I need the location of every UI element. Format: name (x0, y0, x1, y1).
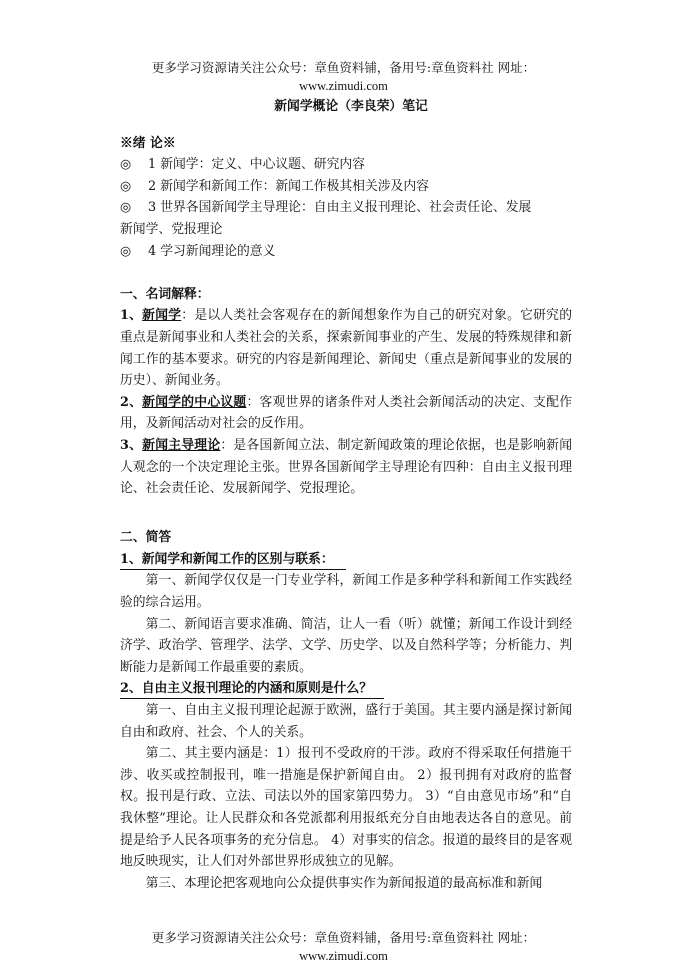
term-text: ：是各国新闻立法、制定新闻政策的理论依据，也是影响新闻人观念的一个决定理论主张。世界各国新闻学主导理论有四种：自由主义报刊理论、社会责任论、发展新闻学、党报理论。 (120, 437, 573, 497)
term-definition (120, 435, 572, 500)
answer-paragraph: 第一、新闻学仅仅是一门专业学科，新闻工作是多种学科和新闻工作实践经验的综合运用。 (120, 573, 572, 611)
footer-promo-text: 更多学习资源请关注公众号：章鱼资料铺，备用号:章鱼资料社 网址： (151, 930, 536, 945)
term-number: 2、 (120, 394, 143, 410)
question-title: 2、自由主义报刊理论的内涵和原则是什么？ (120, 679, 384, 699)
intro-heading: ※绪 论※ (120, 135, 176, 151)
question-title: 1、新闻学和新闻工作的区别与联系： (120, 550, 346, 570)
term-text: ：客观世界的诸条件对人类社会新闻活动的决定、支配作用，及新闻活动对社会的反作用。 (120, 394, 573, 432)
question-heading (120, 549, 572, 571)
bullet-icon: ◎ (120, 200, 132, 216)
question-heading (120, 678, 572, 700)
outline-item (120, 154, 572, 176)
answer-paragraph: 第二、新闻语言要求准确、简洁，让人一看（听）就懂；新闻工作设计到经济学、政治学、管理学、法学、文学、历史学、以及自然科学等；分析能力、判断能力是新闻工作最重要的素质。 (120, 616, 572, 675)
document-title: 新闻学概论（李良荣）笔记 (274, 99, 428, 114)
answer-paragraph: 第一、自由主义报刊理论起源于欧洲，盛行于美国。其主要内涵是探讨新闻自由和政府、社会、个人的关系。 (120, 703, 572, 740)
answer-paragraph: 第二、其主要内涵是：1）报刊不受政府的干涉。政府不得采取任何措施干涉、收买或控制报刊，唯一措施是保护新闻自由。 2）报刊拥有对政府的监督权。报刊是行政、立法、司法以外的国家第四势力。 3）“自由意见市场”和“自我休整”理论。让人民群众和各党派都利用报纸充分自由地表达各自的意见。前提是给予人民各项事务的充分信息。 4）对事实的信念。报道的最终目的是客观地反映现实，让人们对外部世界形成独立的见解。 (120, 746, 572, 870)
term-number: 1、 (120, 308, 143, 324)
page-header (0, 58, 687, 96)
term-name: 新闻学 (142, 308, 182, 324)
header-promo-text: 更多学习资源请关注公众号：章鱼资料铺，备用号:章鱼资料社 网址： (151, 60, 536, 75)
bullet-icon: ◎ (120, 157, 132, 173)
term-text: ：是以人类社会客观存在的新闻想象作为自己的研究对象。它研究的重点是新闻事业和人类社会的关系，探索新闻事业的产生、发展的特殊规律和新闻工作的基本要求。研究的内容是新闻理论、新闻史（重点是新闻事业的发展的历史）、新闻业务。 (120, 308, 573, 389)
term-name: 新闻学的中心议题 (142, 394, 247, 410)
term-number: 3、 (120, 437, 143, 453)
document-body (120, 96, 572, 894)
bullet-icon: ◎ (120, 243, 132, 259)
bullet-icon: ◎ (120, 178, 132, 194)
outline-item-text: 1 新闻学：定义、中心议题、研究内容 (148, 157, 365, 173)
page-footer (0, 928, 687, 966)
outline-item (120, 197, 572, 219)
footer-website-link[interactable]: www.zimudi.com (299, 949, 388, 963)
outline-item-text: 2 新闻学和新闻工作：新闻工作极其相关涉及内容 (148, 178, 429, 194)
outline-item-text: 4 学习新闻理论的意义 (148, 243, 276, 259)
header-website-link[interactable]: www.zimudi.com (299, 79, 388, 93)
term-name: 新闻主导理论 (142, 437, 221, 453)
outline-item (120, 176, 572, 198)
section-heading-questions: 二、简答 (120, 530, 172, 546)
term-definition (120, 392, 572, 435)
outline-item-text: 3 世界各国新闻学主导理论：自由主义报刊理论、社会责任论、发展 (148, 200, 532, 216)
answer-paragraph: 第三、本理论把客观地向公众提供事实作为新闻报道的最高标准和新闻 (145, 875, 543, 891)
outline-item (120, 241, 572, 263)
section-heading-terms: 一、名词解释： (120, 286, 210, 302)
outline-item-continuation: 新闻学、党报理论 (120, 221, 223, 237)
term-definition (120, 305, 572, 391)
